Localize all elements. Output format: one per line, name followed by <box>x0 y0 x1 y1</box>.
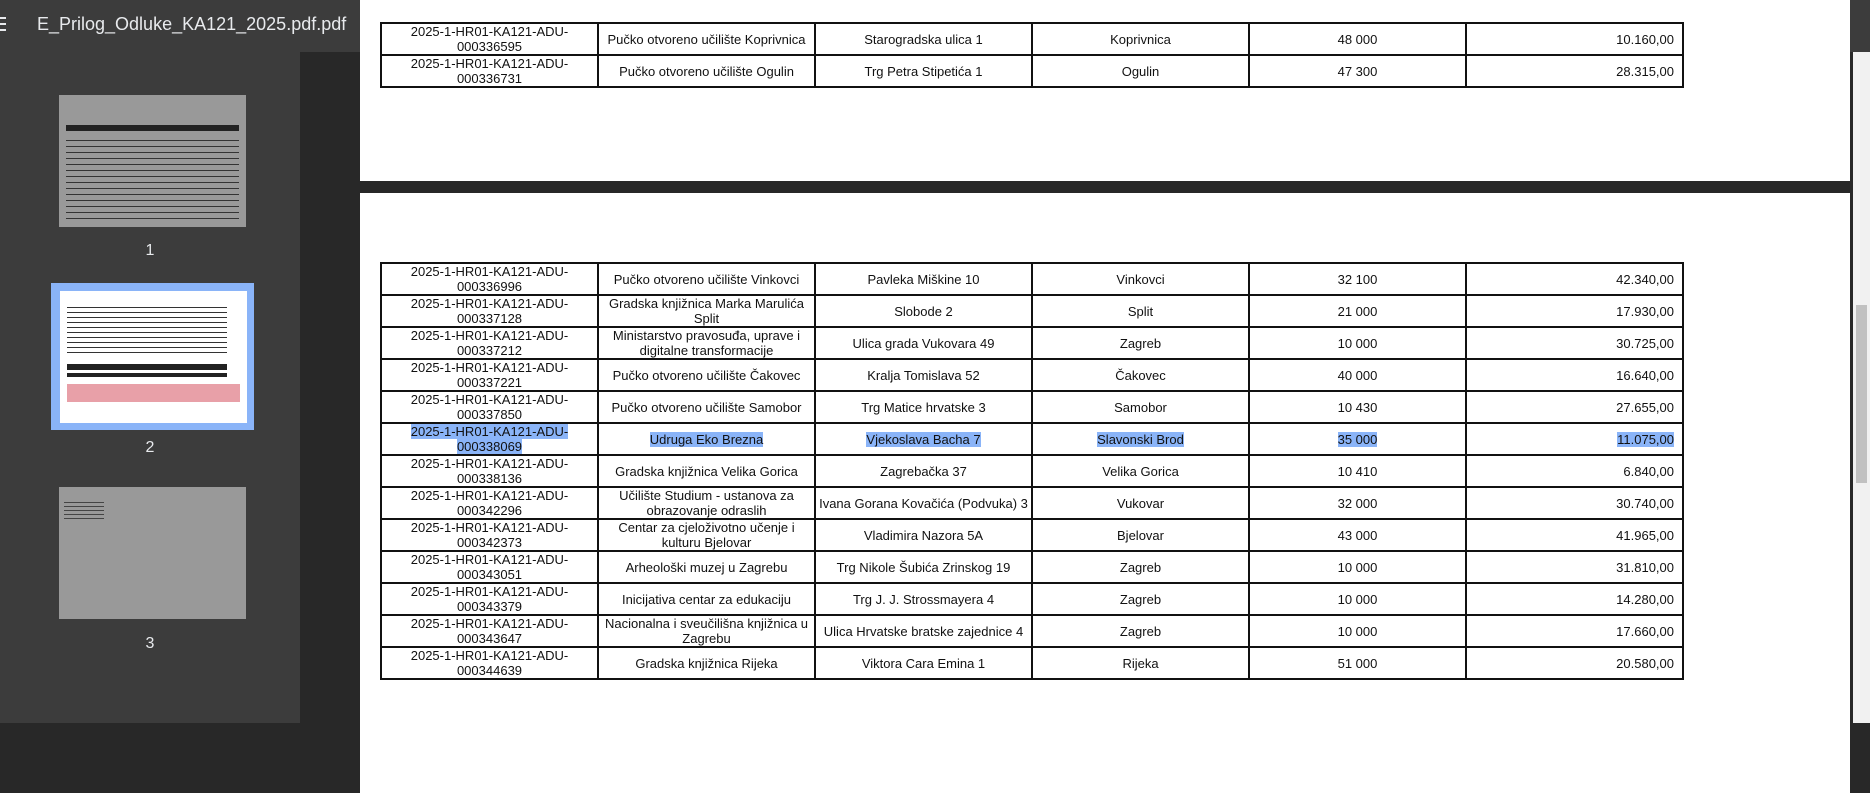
cell-text: 40 000 <box>1337 367 1378 383</box>
cell-text: 32 100 <box>1337 271 1378 287</box>
table-cell <box>815 551 1032 583</box>
cell-text: 10 410 <box>1337 463 1378 479</box>
cell-text: 48 000 <box>1337 31 1378 47</box>
cell-text: 2025-1-HR01-KA121-ADU-000344639 <box>410 648 569 678</box>
table-cell <box>381 359 598 391</box>
table-cell <box>1466 647 1683 679</box>
table-cell <box>1032 455 1249 487</box>
cell-text: 17.930,00 <box>1616 303 1674 319</box>
cell-text: 21 000 <box>1337 303 1378 319</box>
cell-text: 6.840,00 <box>1623 463 1674 479</box>
cell-text: Zagreb <box>1119 591 1162 607</box>
table-cell <box>1466 55 1683 87</box>
table-cell <box>1249 551 1466 583</box>
table-cell <box>1466 615 1683 647</box>
table-row <box>381 455 1683 487</box>
cell-text: Starogradska ulica 1 <box>864 31 983 47</box>
cell-text: 2025-1-HR01-KA121-ADU-000338069 <box>410 424 569 454</box>
table-cell <box>598 647 815 679</box>
cell-text: 10 000 <box>1337 591 1378 607</box>
cell-text: 35 000 <box>1337 431 1378 447</box>
grantee-table <box>380 22 1684 88</box>
table-cell <box>1466 551 1683 583</box>
table-row <box>381 519 1683 551</box>
cell-text: 20.580,00 <box>1616 655 1674 671</box>
table-cell <box>381 295 598 327</box>
table-cell <box>381 551 598 583</box>
thumbnail-label: 1 <box>145 242 155 259</box>
table-cell <box>598 295 815 327</box>
thumbnail-content <box>66 135 239 219</box>
table-cell <box>598 263 815 295</box>
cell-text: 27.655,00 <box>1616 399 1674 415</box>
table-row <box>381 391 1683 423</box>
cell-text: Ulica grada Vukovara 49 <box>852 335 995 351</box>
cell-text: Zagreb <box>1119 623 1162 639</box>
table-cell <box>815 647 1032 679</box>
cell-text: 2025-1-HR01-KA121-ADU-000343379 <box>410 584 569 614</box>
table-cell <box>1032 359 1249 391</box>
cell-text: 2025-1-HR01-KA121-ADU-000336731 <box>410 56 569 86</box>
table-row <box>381 55 1683 87</box>
table-cell <box>1466 519 1683 551</box>
cell-text: 17.660,00 <box>1616 623 1674 639</box>
cell-text: 14.280,00 <box>1616 591 1674 607</box>
table-row <box>381 263 1683 295</box>
cell-text: 2025-1-HR01-KA121-ADU-000337128 <box>410 296 569 326</box>
table-cell <box>381 519 598 551</box>
table-cell <box>1249 487 1466 519</box>
table-cell <box>1032 23 1249 55</box>
table-cell <box>1466 263 1683 295</box>
thumbnail-sidebar <box>0 52 300 723</box>
cell-text: 2025-1-HR01-KA121-ADU-000336595 <box>410 24 569 54</box>
thumbnail-content <box>67 303 227 357</box>
table-cell <box>1466 359 1683 391</box>
table-cell <box>1249 455 1466 487</box>
table-cell <box>1032 519 1249 551</box>
table-cell <box>1249 423 1466 455</box>
cell-text: Gradska knjižnica Rijeka <box>635 655 778 671</box>
table-cell <box>598 359 815 391</box>
cell-text: 30.740,00 <box>1616 495 1674 511</box>
table-row <box>381 423 1683 455</box>
thumbnail-page-1[interactable] <box>59 95 246 227</box>
table-cell <box>815 359 1032 391</box>
table-cell <box>815 423 1032 455</box>
table-cell <box>1032 327 1249 359</box>
thumbnail-content <box>64 499 104 521</box>
table-cell <box>815 583 1032 615</box>
table-cell <box>1032 391 1249 423</box>
table-row <box>381 295 1683 327</box>
table-cell <box>1466 327 1683 359</box>
cell-text: Viktora Cara Emina 1 <box>861 655 986 671</box>
table-cell <box>598 551 815 583</box>
cell-text: 51 000 <box>1337 655 1378 671</box>
table-cell <box>1249 327 1466 359</box>
table-cell <box>1032 615 1249 647</box>
cell-text: Pučko otvoreno učilište Čakovec <box>612 367 801 383</box>
table-cell <box>1032 647 1249 679</box>
table-cell <box>1466 423 1683 455</box>
table-cell <box>1032 551 1249 583</box>
cell-text: 2025-1-HR01-KA121-ADU-000337221 <box>410 360 569 390</box>
cell-text: Vinkovci <box>1116 271 1165 287</box>
cell-text: 2025-1-HR01-KA121-ADU-000338136 <box>410 456 569 486</box>
table-row <box>381 359 1683 391</box>
grantee-table <box>380 262 1684 680</box>
table-cell <box>381 55 598 87</box>
cell-text: 16.640,00 <box>1616 367 1674 383</box>
cell-text: Velika Gorica <box>1102 463 1179 479</box>
table-cell <box>598 519 815 551</box>
thumbnail-page-2[interactable] <box>60 291 247 423</box>
table-cell <box>1249 583 1466 615</box>
table-cell <box>1032 295 1249 327</box>
table-cell <box>1466 391 1683 423</box>
cell-text: Ogulin <box>1121 63 1160 79</box>
table-cell <box>1249 55 1466 87</box>
cell-text: Vukovar <box>1116 495 1165 511</box>
table-row <box>381 23 1683 55</box>
table-cell <box>1032 55 1249 87</box>
table-row <box>381 487 1683 519</box>
cell-text: Arheološki muzej u Zagrebu <box>625 559 788 575</box>
table-cell <box>598 615 815 647</box>
table-row <box>381 583 1683 615</box>
cell-text: Trg Nikole Šubića Zrinskog 19 <box>836 559 1011 575</box>
cell-text: Trg J. J. Strossmayera 4 <box>852 591 995 607</box>
cell-text: Trg Matice hrvatske 3 <box>861 399 986 415</box>
table-cell <box>1249 295 1466 327</box>
thumbnail-content <box>67 384 240 402</box>
cell-text: Ulica Hrvatske bratske zajednice 4 <box>823 623 1024 639</box>
cell-text: 11.075,00 <box>1617 431 1674 447</box>
cell-text: Udruga Eko Brezna <box>649 431 764 447</box>
cell-text: 30.725,00 <box>1616 335 1674 351</box>
cell-text: Trg Petra Stipetića 1 <box>864 63 983 79</box>
document-viewer[interactable] <box>300 24 1853 723</box>
cell-text: Zagrebačka 37 <box>880 463 967 479</box>
table-cell <box>1249 519 1466 551</box>
table-cell <box>598 423 815 455</box>
table-cell <box>381 647 598 679</box>
table-row <box>381 647 1683 679</box>
table-cell <box>815 615 1032 647</box>
table-cell <box>598 487 815 519</box>
cell-text: Kralja Tomislava 52 <box>867 367 980 383</box>
table-cell <box>1032 423 1249 455</box>
table-cell <box>381 615 598 647</box>
table-cell <box>1466 455 1683 487</box>
pdf-page-2 <box>360 193 1850 793</box>
cell-text: 2025-1-HR01-KA121-ADU-000343051 <box>410 552 569 582</box>
cell-text: Zagreb <box>1119 335 1162 351</box>
table-cell <box>815 295 1032 327</box>
table-cell <box>1466 23 1683 55</box>
table-cell <box>815 391 1032 423</box>
cell-text: Samobor <box>1114 399 1167 415</box>
cell-text: 2025-1-HR01-KA121-ADU-000337850 <box>410 392 569 422</box>
table-cell <box>1466 487 1683 519</box>
table-cell <box>1249 23 1466 55</box>
table-cell <box>1032 263 1249 295</box>
cell-text: Vjekoslava Bacha 7 <box>866 431 981 447</box>
document-title: E_Prilog_Odluke_KA121_2025.pdf.pdf <box>37 14 347 34</box>
table-cell <box>1466 583 1683 615</box>
cell-text: Pučko otvoreno učilište Samobor <box>611 399 802 415</box>
table-cell <box>598 327 815 359</box>
cell-text: Gradska knjižnica Marka Marulića Split <box>608 296 805 326</box>
table-cell <box>598 55 815 87</box>
table-row <box>381 327 1683 359</box>
table-cell <box>1032 487 1249 519</box>
table-cell <box>598 455 815 487</box>
table-cell <box>381 327 598 359</box>
cell-text: Gradska knjižnica Velika Gorica <box>615 463 798 479</box>
table-row <box>381 551 1683 583</box>
cell-text: Nacionalna i sveučilišna knjižnica u Zagrebu <box>604 616 809 646</box>
table-cell <box>381 455 598 487</box>
cell-text: 10 000 <box>1337 335 1378 351</box>
cell-text: Split <box>1127 303 1154 319</box>
cell-text: 10 430 <box>1337 399 1378 415</box>
table-cell <box>381 583 598 615</box>
cell-text: 32 000 <box>1337 495 1378 511</box>
cell-text: 2025-1-HR01-KA121-ADU-000342296 <box>410 488 569 518</box>
cell-text: Zagreb <box>1119 559 1162 575</box>
cell-text: Rijeka <box>1122 655 1159 671</box>
cell-text: 2025-1-HR01-KA121-ADU-000343647 <box>410 616 569 646</box>
thumbnail-content <box>67 364 227 370</box>
cell-text: 41.965,00 <box>1616 527 1674 543</box>
table-cell <box>1249 263 1466 295</box>
thumbnail-content <box>66 125 239 131</box>
table-cell <box>815 263 1032 295</box>
thumbnail-content <box>67 373 227 377</box>
cell-text: 43 000 <box>1337 527 1378 543</box>
table-cell <box>598 391 815 423</box>
thumbnail-page-3[interactable] <box>59 487 246 619</box>
cell-text: Ivana Gorana Kovačića (Podvuka) 3 <box>819 495 1028 511</box>
cell-text: Inicijativa centar za edukaciju <box>621 591 792 607</box>
table-cell <box>815 327 1032 359</box>
table-cell <box>381 391 598 423</box>
cell-text: Centar za cjeloživotno učenje i kulturu Bjelovar <box>618 520 795 550</box>
table-cell <box>815 519 1032 551</box>
cell-text: 10 000 <box>1337 623 1378 639</box>
table-cell <box>815 487 1032 519</box>
cell-text: Ministarstvo pravosuđa, uprave i digitalne transformacije <box>612 328 801 358</box>
cell-text: Vladimira Nazora 5A <box>863 527 984 543</box>
cell-text: Koprivnica <box>1110 31 1171 47</box>
cell-text: Pučko otvoreno učilište Koprivnica <box>607 31 806 47</box>
table-cell <box>381 263 598 295</box>
table-cell <box>1249 647 1466 679</box>
cell-text: Bjelovar <box>1117 527 1164 543</box>
cell-text: 10 000 <box>1337 559 1378 575</box>
cell-text: Slobode 2 <box>894 303 953 319</box>
table-cell <box>598 583 815 615</box>
thumbnail-label: 2 <box>145 439 155 456</box>
cell-text: 42.340,00 <box>1616 271 1674 287</box>
pdf-page-1 <box>360 0 1850 181</box>
table-cell <box>815 55 1032 87</box>
cell-text: 2025-1-HR01-KA121-ADU-000336996 <box>410 264 569 294</box>
table-cell <box>381 423 598 455</box>
cell-text: Pavleka Miškine 10 <box>867 271 980 287</box>
thumbnail-label: 3 <box>145 635 155 652</box>
cell-text: Pučko otvoreno učilište Vinkovci <box>613 271 800 287</box>
cell-text: Čakovec <box>1115 367 1166 383</box>
cell-text: 10.160,00 <box>1616 31 1674 47</box>
table-cell <box>815 23 1032 55</box>
menu-icon[interactable] <box>0 14 6 36</box>
cell-text: 2025-1-HR01-KA121-ADU-000342373 <box>410 520 569 550</box>
table-cell <box>1249 615 1466 647</box>
cell-text: Slavonski Brod <box>1097 431 1184 447</box>
table-cell <box>598 23 815 55</box>
table-cell <box>1249 359 1466 391</box>
table-row <box>381 615 1683 647</box>
table-cell <box>1466 295 1683 327</box>
cell-text: 47 300 <box>1337 63 1378 79</box>
cell-text: 2025-1-HR01-KA121-ADU-000337212 <box>410 328 569 358</box>
cell-text: 31.810,00 <box>1616 559 1674 575</box>
table-cell <box>381 487 598 519</box>
cell-text: 28.315,00 <box>1616 63 1674 79</box>
table-cell <box>1032 583 1249 615</box>
cell-text: Pučko otvoreno učilište Ogulin <box>619 63 794 79</box>
cell-text: Učilište Studium - ustanova za obrazovanje odraslih <box>619 488 794 518</box>
scrollbar-thumb[interactable] <box>1856 305 1867 483</box>
table-cell <box>1249 391 1466 423</box>
table-cell <box>381 23 598 55</box>
table-cell <box>815 455 1032 487</box>
